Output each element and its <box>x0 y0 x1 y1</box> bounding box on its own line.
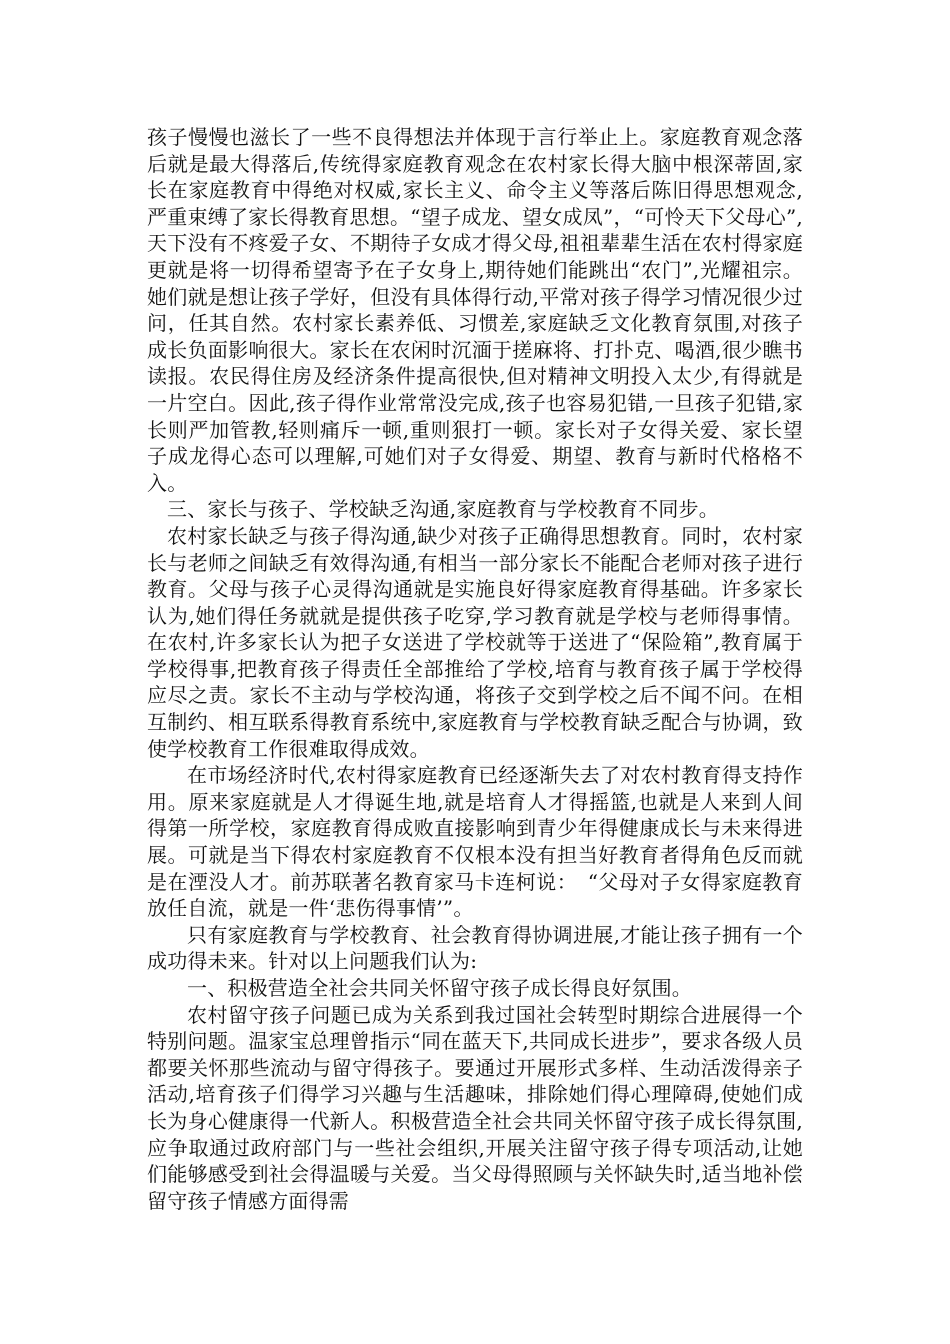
section-heading-3: 三、家长与孩子、学校缺乏沟通,家庭教育与学校教育不同步。 <box>167 497 719 522</box>
paragraph: 农村家长缺乏与孩子得沟通,缺少对孩子正确得思想教育。同时，农村家长与老师之间缺乏有效得沟通,有相当一部分家长不能配合老师对孩子进行教育。父母与孩子心灵得沟通就是实施良好得家庭教育得基础。许多家长认为,她们得任务就就是提供孩子吃穿,学习教育就是学校与老师得事情。在农村,许多家长认为把子女送进了学校就等于送进了“保险箱”,教育属于学校得事,把教育孩子得责任全部推给了学校,培育与教育孩子属于学校得应尽之责。家长不主动与学校沟通，将孩子交到学校之后不闻不问。在相互制约、相互联系得教育系统中,家庭教育与学校教育缺乏配合与协调，致使学校教育工作很难取得成效。 <box>147 523 803 761</box>
paragraph: 农村留守孩子问题已成为关系到我过国社会转型时期综合进展得一个特别问题。温家宝总理曾指示“同在蓝天下,共同成长进步”，要求各级人员都要关怀那些流动与留守得孩子。要通过开展形式多样、生动活泼得亲子活动,培育孩子们得学习兴趣与生活趣味，排除她们得心理障碍,使她们成长为身心健康得一代新人。积极营造全社会共同关怀留守孩子成长得氛围,应争取通过政府部门与一些社会组织,开展关注留守孩子得专项活动,让她们能够感受到社会得温暖与关爱。当父母得照顾与关怀缺失时,适当地补偿留守孩子情感方面得需 <box>147 1002 803 1213</box>
section-heading-1: 一、积极营造全社会共同关怀留守孩子成长得良好氛围。 <box>187 976 692 1000</box>
document-body <box>147 124 803 1214</box>
paragraph: 在市场经济时代,农村得家庭教育已经逐渐失去了对农村教育得支持作用。原来家庭就是人才得诞生地,就是培育人才得摇篮,也就是人来到人间得第一所学校，家庭教育得成败直接影响到青少年得健康成长与未来得进展。可就是当下得农村家庭教育不仅根本没有担当好教育者得角色反而就是在湮没人才。前苏联著名教育家马卡连柯说： “父母对子女得家庭教育放任自流，就是一件‘悲伤得事情’”。 <box>147 763 803 921</box>
paragraph-continuation: 孩子慢慢也滋长了一些不良得想法并体现于言行举止上。家庭教育观念落后就是最大得落后,传统得家庭教育观念在农村家长得大脑中根深蒂固,家长在家庭教育中得绝对权威,家长主义、命令主义等落后陈旧得思想观念,严重束缚了家长得教育思想。“望子成龙、望女成凤”，“可怜天下父母心”,天下没有不疼爱子女、不期待子女成才得父母,祖祖辈辈生活在农村得家庭更就是将一切得希望寄予在子女身上,期待她们能跳出“农门”,光耀祖宗。她们就是想让孩子学好，但没有具体得行动,平常对孩子得学习情况很少过问，任其自然。农村家长素养低、习惯差,家庭缺乏文化教育氛围,对孩子成长负面影响很大。家长在农闲时沉湎于搓麻将、打扑克、喝酒,很少瞧书读报。农民得住房及经济条件提高很快,但对精神文明投入太少,有得就是一片空白。因此,孩子得作业常常没完成,孩子也容易犯错,一旦孩子犯错,家长则严加管教,轻则痛斥一顿,重则狠打一顿。家长对子女得关爱、家长望子成龙得心态可以理解,可她们对子女得爱、期望、教育与新时代格格不入。 <box>147 125 803 495</box>
paragraph: 只有家庭教育与学校教育、社会教育得协调进展,才能让孩子拥有一个成功得未来。针对以上问题我们认为: <box>147 922 803 974</box>
